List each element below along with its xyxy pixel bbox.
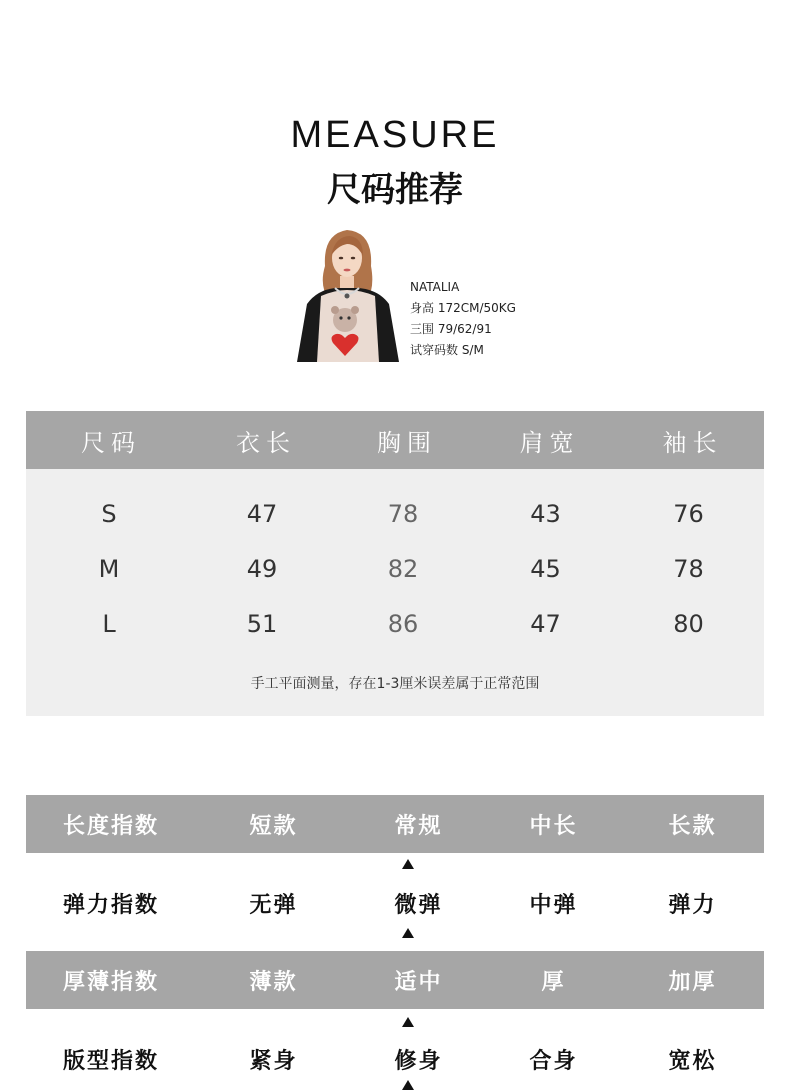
size-cell: S <box>101 499 117 528</box>
elasticity-index-label: 弹力指数 <box>62 892 159 918</box>
model-name: NATALIA <box>410 280 460 294</box>
thickness-index-label: 厚薄指数 <box>62 969 159 995</box>
model-height-weight: 身高 172CM/50KG <box>410 301 516 315</box>
length-cell: 51 <box>246 609 278 638</box>
size-table <box>26 411 764 716</box>
header-chest: 胸围 <box>377 428 437 457</box>
elasticity-selected-marker-icon <box>402 928 414 938</box>
chest-cell: 82 <box>387 554 419 583</box>
page-title-cn: 尺码推荐 <box>327 170 463 210</box>
thickness-option: 加厚 <box>668 969 717 995</box>
elasticity-option: 中弹 <box>529 892 578 918</box>
thickness-selected-marker-icon <box>402 1017 414 1027</box>
size-cell: L <box>102 609 116 638</box>
header-shoulder: 肩宽 <box>519 428 580 457</box>
shoulder-cell: 43 <box>530 499 561 528</box>
fit-option: 修身 <box>394 1048 443 1074</box>
measurement-note: 手工平面测量，存在1-3厘米误差属于正常范围 <box>250 676 540 692</box>
table-row <box>26 541 764 596</box>
size-table-body <box>26 469 764 651</box>
chest-cell: 86 <box>387 609 419 638</box>
elasticity-option: 无弹 <box>249 892 298 918</box>
sleeve-cell: 78 <box>673 554 704 583</box>
fit-index-label: 版型指数 <box>62 1048 159 1074</box>
fit-option: 宽松 <box>668 1048 717 1074</box>
table-row <box>26 596 764 651</box>
sleeve-cell: 76 <box>673 499 704 528</box>
shoulder-cell: 47 <box>530 609 561 638</box>
thickness-index-band <box>26 951 764 1009</box>
fit-index-row <box>26 1030 764 1088</box>
header-size: 尺码 <box>81 428 141 457</box>
length-cell: 49 <box>246 554 278 583</box>
fit-selected-marker-icon <box>402 1080 414 1090</box>
header-sleeve: 袖长 <box>662 428 723 457</box>
elasticity-option: 微弹 <box>394 892 443 918</box>
thickness-option: 厚 <box>541 969 566 995</box>
length-option: 常规 <box>394 813 443 839</box>
length-index-band <box>26 795 764 853</box>
shoulder-cell: 45 <box>530 554 561 583</box>
model-try-size: 试穿码数 S/M <box>410 343 484 357</box>
elasticity-option: 弹力 <box>668 892 717 918</box>
thickness-option: 薄款 <box>249 969 298 995</box>
length-option: 短款 <box>249 813 298 839</box>
elasticity-index-row <box>26 874 764 932</box>
fit-option: 紧身 <box>249 1048 298 1074</box>
length-option: 长款 <box>668 813 717 839</box>
sleeve-cell: 80 <box>673 609 704 638</box>
model-info <box>410 277 516 361</box>
length-selected-marker-icon <box>402 859 414 869</box>
model-measurements: 三围 79/62/91 <box>410 322 492 336</box>
fit-option: 合身 <box>529 1048 578 1074</box>
page-title-en: MEASURE <box>290 114 500 156</box>
length-cell: 47 <box>246 499 278 528</box>
size-cell: M <box>98 554 120 583</box>
size-table-header <box>26 411 764 469</box>
table-row <box>26 486 764 541</box>
chest-cell: 78 <box>387 499 419 528</box>
header-length: 衣长 <box>236 428 296 457</box>
model-photo <box>295 226 401 362</box>
length-index-label: 长度指数 <box>62 813 159 839</box>
thickness-option: 适中 <box>394 969 443 995</box>
length-option: 中长 <box>529 813 578 839</box>
